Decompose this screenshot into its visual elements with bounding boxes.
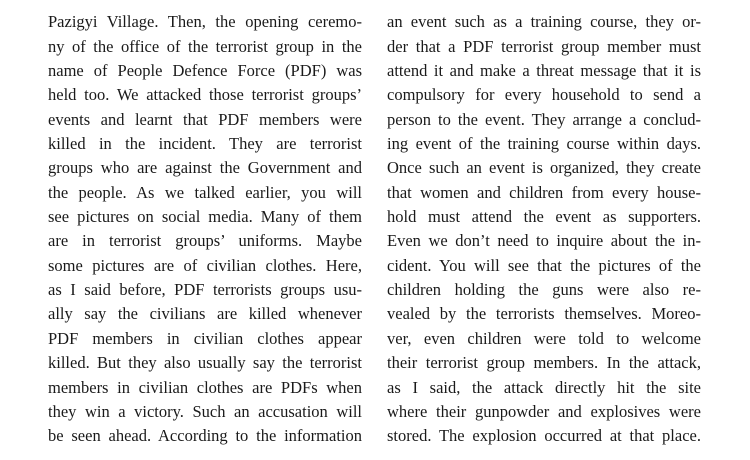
text-line: where their gunpowder and explosives were <box>387 401 701 421</box>
text-line: Even we don’t need to inquire about the in- <box>387 231 701 251</box>
text-line: their terrorist group members. In the attack, <box>387 353 701 373</box>
text-line: held too. We attacked those terrorist groups’ <box>48 85 362 105</box>
text-line: ny of the office of the terrorist group in the <box>48 36 362 56</box>
text-line: children holding the guns were also re- <box>387 280 701 300</box>
text-line: events and learnt that PDF members were <box>48 109 362 129</box>
text-line: are in terrorist groups’ uniforms. Maybe <box>48 231 362 251</box>
text-line: Once such an event is organized, they create <box>387 158 701 178</box>
text-line: that women and children from every house- <box>387 182 701 202</box>
text-line: killed. But they also usually say the terrorist <box>48 353 362 373</box>
text-line: be seen ahead. According to the information <box>48 426 362 446</box>
text-line: compulsory for every household to send a <box>387 85 701 105</box>
text-line: ing event of the training course within days. <box>387 134 701 154</box>
text-line: groups who are against the Government and <box>48 158 362 178</box>
text-line: person to the event. They arrange a conclud- <box>387 109 701 129</box>
text-line: cident. You will see that the pictures of the <box>387 255 701 275</box>
text-line: an event such as a training course, they or- <box>387 12 701 32</box>
text-line-clipped <box>48 0 362 10</box>
text-line: ally say the civilians are killed whenever <box>48 304 362 324</box>
text-line: they win a victory. Such an accusation will <box>48 401 362 421</box>
text-line: ver, even children were told to welcome <box>387 328 701 348</box>
text-line: the people. As we talked earlier, you will <box>48 182 362 202</box>
text-line-clipped <box>387 0 701 10</box>
right-text-column <box>387 0 701 449</box>
text-line: PDF members in civilian clothes appear <box>48 328 362 348</box>
text-line: name of People Defence Force (PDF) was <box>48 61 362 81</box>
text-line: vealed by the terrorists themselves. Moreo- <box>387 304 701 324</box>
text-line: as I said before, PDF terrorists groups usu- <box>48 280 362 300</box>
text-line: see pictures on social media. Many of them <box>48 207 362 227</box>
text-line: der that a PDF terrorist group member must <box>387 36 701 56</box>
text-line: Pazigyi Village. Then, the opening ceremo- <box>48 12 362 32</box>
text-line: hold must attend the event as supporters. <box>387 207 701 227</box>
text-line: as I said, the attack directly hit the site <box>387 377 701 397</box>
text-line: some pictures are of civilian clothes. Here, <box>48 255 362 275</box>
left-text-column <box>48 0 362 449</box>
text-line: stored. The explosion occurred at that place. <box>387 426 701 446</box>
text-line: members in civilian clothes are PDFs when <box>48 377 362 397</box>
text-line: killed in the incident. They are terrorist <box>48 134 362 154</box>
text-line: attend it and make a threat message that it is <box>387 61 701 81</box>
